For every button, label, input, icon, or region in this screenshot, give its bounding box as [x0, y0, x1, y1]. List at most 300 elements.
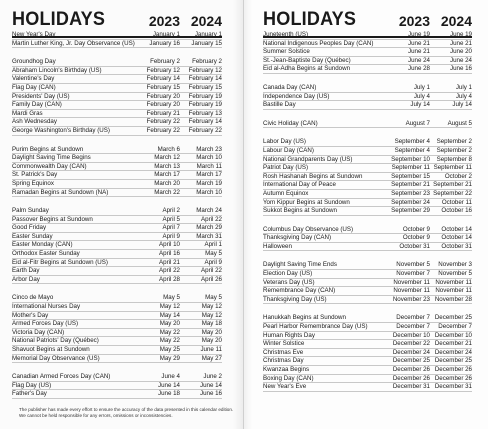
holiday-row	[263, 340, 472, 349]
date-2023: August 7	[405, 119, 430, 127]
holiday-row	[12, 382, 222, 391]
date-2023: October 9	[402, 234, 430, 242]
date-2024: March 24	[196, 207, 222, 215]
holiday-name: Orthodox Easter Sunday	[12, 250, 80, 258]
holiday-name: Armed Forces Day (US)	[12, 320, 79, 328]
holiday-name: Daylight Saving Time Begins	[12, 154, 91, 162]
holiday-name: Yom Kippur Begins at Sundown	[263, 198, 350, 206]
holiday-row	[12, 216, 222, 225]
date-2024: September 21	[433, 181, 472, 189]
page-title: HOLIDAYS	[263, 9, 357, 30]
holiday-row	[12, 294, 222, 303]
holiday-row	[263, 279, 472, 288]
date-2024: May 27	[201, 354, 222, 362]
holiday-name: Independence Day (US)	[263, 92, 330, 100]
holiday-name: Mother's Day	[12, 311, 49, 319]
date-2023: September 4	[394, 146, 430, 154]
holiday-row	[263, 349, 472, 358]
date-2023: July 1	[413, 83, 430, 91]
holiday-name: Summer Solstice	[263, 48, 310, 56]
holiday-row	[263, 199, 472, 208]
holiday-row	[12, 303, 222, 312]
holiday-name: Shavuot Begins at Sundown	[12, 346, 90, 353]
holiday-name: Rosh Hashanah Begins at Sundown	[263, 172, 363, 180]
date-2023: December 7	[396, 323, 430, 331]
right-page-header	[263, 9, 472, 31]
date-2023: May 12	[159, 303, 180, 311]
holiday-name: Victoria Day (CAN)	[12, 328, 65, 336]
year-column-header: 2024	[190, 13, 222, 29]
date-2024: December 31	[434, 383, 472, 391]
date-2023: September 10	[391, 155, 430, 163]
date-2023: June 28	[407, 65, 430, 73]
holiday-name: Easter Monday (CAN)	[12, 241, 73, 249]
date-2023: December 26	[392, 366, 430, 373]
date-2023: May 22	[159, 328, 180, 336]
date-2023: April 9	[162, 232, 180, 240]
date-2024: March 17	[196, 171, 222, 179]
holiday-row	[263, 156, 472, 165]
disclaimer	[19, 407, 472, 419]
holiday-row	[12, 250, 222, 259]
holiday-name: Memorial Day Observance (US)	[12, 354, 100, 362]
year-column-header: 2023	[148, 13, 180, 29]
holiday-name: Autumn Equinox	[263, 189, 309, 197]
holiday-name: Father's Day	[12, 390, 47, 398]
holiday-row	[12, 346, 222, 355]
date-2023: April 21	[159, 258, 180, 266]
holiday-name: Pearl Harbor Remembrance Day (US)	[263, 323, 368, 331]
holiday-name: Earth Day	[12, 267, 40, 275]
date-2023: April 10	[159, 241, 180, 249]
row-spacer	[263, 216, 472, 226]
date-2024: December 25	[434, 357, 472, 365]
holiday-row	[263, 57, 472, 66]
holiday-row	[263, 383, 472, 392]
page-title: HOLIDAYS	[12, 9, 106, 30]
holiday-row	[263, 323, 472, 332]
holiday-row	[12, 84, 222, 93]
holiday-row	[12, 180, 222, 189]
holiday-row	[12, 127, 222, 136]
date-2024: April 22	[201, 215, 222, 223]
date-2024: May 20	[201, 337, 222, 345]
date-2023: March 6	[157, 145, 180, 153]
date-2023: April 2	[162, 207, 180, 215]
date-2023: June 18	[157, 390, 180, 398]
holiday-name: Thanksgiving Day (US)	[263, 295, 327, 303]
date-2023: September 24	[391, 198, 430, 206]
date-2024: October 14	[441, 234, 472, 242]
holiday-row	[263, 243, 472, 252]
date-2023: June 21	[407, 48, 430, 56]
date-2023: February 20	[146, 101, 180, 109]
date-2024: April 26	[201, 275, 222, 283]
date-2023: April 22	[159, 267, 180, 275]
row-spacer	[12, 136, 222, 146]
holiday-name: Good Friday	[12, 224, 47, 232]
date-2023: September 11	[391, 164, 430, 172]
date-2023: February 21	[146, 109, 180, 117]
row-spacer	[263, 110, 472, 120]
date-2024: October 31	[441, 242, 472, 250]
holiday-row	[12, 118, 222, 127]
holiday-name: Eid al-Fitr Begins at Sundown (US)	[12, 258, 108, 266]
date-2024: February 14	[188, 75, 222, 83]
date-2024: April 1	[204, 241, 222, 249]
holiday-name: Remembrance Day (CAN)	[263, 287, 336, 295]
holiday-row	[263, 31, 472, 40]
date-2023: January 1	[152, 31, 180, 38]
right-page	[244, 0, 488, 429]
holiday-name: Winter Solstice	[263, 340, 305, 348]
date-2023: March 22	[154, 188, 180, 196]
holiday-row	[12, 101, 222, 110]
holiday-name: New Year's Eve	[263, 383, 307, 391]
left-page-header	[12, 9, 222, 31]
holiday-row	[263, 173, 472, 182]
date-2024: February 22	[188, 126, 222, 134]
date-2023: December 10	[392, 331, 430, 339]
date-2023: October 9	[402, 225, 430, 233]
holiday-row	[263, 40, 472, 49]
holiday-name: Boxing Day (CAN)	[263, 374, 314, 382]
date-2023: May 14	[159, 311, 180, 319]
date-2024: March 31	[196, 232, 222, 240]
holiday-name: Labour Day (CAN)	[263, 146, 314, 154]
holiday-name: Spring Equinox	[12, 179, 54, 187]
row-spacer	[263, 251, 472, 261]
holiday-row	[12, 110, 222, 119]
holiday-row	[12, 337, 222, 346]
date-2024: May 12	[201, 303, 222, 311]
holiday-name: Mardi Gras	[12, 109, 43, 117]
date-2024: December 21	[434, 340, 472, 348]
holiday-name: Palm Sunday	[12, 207, 49, 215]
holiday-name: Christmas Day	[263, 357, 304, 365]
date-2024: March 19	[196, 179, 222, 187]
date-2023: April 28	[159, 275, 180, 283]
date-2024: March 23	[196, 145, 222, 153]
holiday-name: National Indigenous Peoples Day (CAN)	[263, 39, 374, 47]
holiday-row	[12, 154, 222, 163]
date-2024: January 15	[191, 39, 222, 47]
date-2023: April 16	[159, 250, 180, 258]
holiday-row	[12, 267, 222, 276]
holiday-row	[12, 329, 222, 338]
holiday-row	[12, 390, 222, 399]
holiday-row	[263, 65, 472, 74]
holiday-name: Easter Sunday	[12, 232, 53, 240]
holiday-name: International Day of Peace	[263, 181, 336, 189]
date-2024: March 10	[196, 154, 222, 162]
holiday-name: Presidents' Day (US)	[12, 92, 70, 100]
holiday-row	[263, 332, 472, 341]
holiday-name: National Patriots' Day (Québec)	[12, 337, 99, 345]
date-2023: February 12	[146, 66, 180, 74]
holiday-name: St. Patrick's Day	[12, 171, 58, 179]
date-2023: September 4	[394, 138, 430, 146]
date-2024: July 4	[455, 92, 472, 100]
date-2023: December 24	[392, 348, 430, 356]
holiday-row	[12, 233, 222, 242]
date-2024: March 10	[196, 188, 222, 196]
date-2023: March 13	[154, 162, 180, 170]
holiday-row	[263, 48, 472, 57]
date-2024: February 14	[188, 118, 222, 126]
holiday-row	[263, 138, 472, 147]
holiday-row	[263, 375, 472, 384]
holiday-name: Cinco de Mayo	[12, 294, 54, 302]
date-2023: March 17	[154, 171, 180, 179]
date-2024: February 19	[188, 101, 222, 109]
date-2023: November 23	[392, 295, 430, 303]
date-2024: December 7	[438, 323, 472, 331]
holiday-name: Sukkot Begins at Sundown	[263, 207, 337, 215]
disclaimer-line: The publisher has made every effort to ensure the accuracy of the data presented in this calendar edition.	[19, 407, 234, 412]
holiday-row	[263, 287, 472, 296]
holiday-name: Thanksgiving Day (CAN)	[263, 234, 332, 242]
date-2024: June 11	[200, 346, 222, 353]
date-2023: February 22	[146, 118, 180, 126]
holiday-row	[12, 320, 222, 329]
holiday-name: Valentine's Day	[12, 75, 55, 83]
holiday-name: Christmas Eve	[263, 348, 304, 356]
holiday-name: Commonwealth Day (CAN)	[12, 162, 87, 170]
holiday-name: Flag Day (CAN)	[12, 83, 56, 91]
date-2024: June 2	[203, 373, 222, 381]
holiday-row	[12, 75, 222, 84]
holiday-list	[263, 31, 472, 392]
holiday-row	[12, 224, 222, 233]
date-2023: December 25	[392, 357, 430, 365]
date-2023: December 31	[392, 383, 430, 391]
date-2023: July 4	[413, 92, 430, 100]
holiday-name: Martin Luther King, Jr. Day Observance (US)	[12, 39, 135, 47]
date-2023: May 29	[159, 354, 180, 362]
row-spacer	[263, 74, 472, 84]
date-2024: February 19	[188, 92, 222, 100]
date-2024: February 15	[188, 83, 222, 91]
date-2024: July 14	[452, 101, 472, 109]
holiday-row	[12, 241, 222, 250]
date-2023: September 29	[391, 207, 430, 215]
date-2024: May 5	[205, 294, 222, 302]
holiday-row	[12, 312, 222, 321]
holiday-name: Passover Begins at Sundown	[12, 215, 93, 223]
holiday-name: Arbor Day	[12, 275, 40, 283]
holiday-row	[263, 296, 472, 305]
date-2024: December 26	[434, 366, 472, 373]
holiday-row	[12, 93, 222, 102]
date-2024: September 11	[433, 164, 472, 172]
date-2024: October 16	[441, 207, 472, 215]
holiday-name: Bastille Day	[263, 101, 296, 109]
holiday-name: Election Day (US)	[263, 270, 313, 278]
date-2023: February 20	[146, 92, 180, 100]
date-2024: May 12	[201, 311, 222, 319]
date-2023: November 5	[396, 261, 430, 269]
holiday-name: Canadian Armed Forces Day (CAN)	[12, 373, 111, 381]
holiday-row	[263, 366, 472, 375]
date-2024: April 9	[204, 258, 222, 266]
date-2023: April 7	[162, 224, 180, 232]
date-2023: June 19	[407, 31, 430, 38]
date-2023: September 15	[391, 172, 430, 180]
holiday-row	[263, 357, 472, 366]
date-2023: March 20	[154, 179, 180, 187]
date-2024: May 20	[201, 328, 222, 336]
date-2024: November 11	[435, 287, 472, 295]
date-2024: February 13	[188, 109, 222, 117]
row-spacer	[12, 197, 222, 207]
date-2024: August 5	[447, 119, 472, 127]
date-2023: December 26	[392, 374, 430, 382]
date-2024: June 21	[449, 39, 472, 47]
date-2024: March 11	[196, 162, 222, 170]
date-2023: January 16	[149, 39, 180, 47]
date-2023: March 12	[154, 154, 180, 162]
holiday-row	[263, 234, 472, 243]
date-2024: January 1	[194, 31, 222, 38]
holiday-row	[12, 171, 222, 180]
holiday-row	[12, 31, 222, 40]
date-2024: July 1	[455, 83, 472, 91]
date-2024: March 29	[196, 224, 222, 232]
date-2024: September 8	[436, 155, 472, 163]
holiday-row	[263, 190, 472, 199]
date-2023: May 22	[159, 337, 180, 345]
holiday-name: International Nurses Day	[12, 303, 81, 311]
year-column-header: 2024	[440, 13, 472, 29]
disclaimer-line: We cannot be held responsible for any errors, omissions or inconsistencies.	[19, 413, 173, 418]
date-2024: November 3	[438, 261, 472, 269]
date-2023: May 25	[159, 346, 180, 353]
holiday-name: Groundhog Day	[12, 58, 56, 66]
date-2024: June 14	[199, 381, 222, 389]
holiday-name: Halloween	[263, 242, 292, 250]
date-2024: September 2	[436, 146, 472, 154]
date-2023: July 14	[410, 101, 430, 109]
holiday-row	[263, 270, 472, 279]
row-spacer	[12, 284, 222, 294]
holiday-name: Daylight Saving Time Ends	[263, 261, 337, 269]
date-2024: November 28	[434, 295, 472, 303]
holiday-row	[263, 261, 472, 270]
date-2024: December 24	[434, 348, 472, 356]
date-2023: June 21	[407, 39, 430, 47]
holiday-name: Kwanzaa Begins	[263, 366, 310, 373]
holiday-row	[263, 207, 472, 216]
date-2024: October 2	[444, 172, 472, 180]
holiday-row	[263, 314, 472, 323]
holiday-name: Ash Wednesday	[12, 118, 57, 126]
holiday-name: Canada Day (CAN)	[263, 83, 317, 91]
date-2023: November 11	[393, 287, 430, 295]
holiday-name: St.-Jean-Baptiste Day (Québec)	[263, 56, 351, 64]
holiday-name: New Year's Day	[12, 31, 56, 38]
holiday-name: Civic Holiday (CAN)	[263, 119, 318, 127]
date-2023: December 22	[392, 340, 430, 348]
holiday-name: Veterans Day (US)	[263, 278, 315, 286]
holiday-name: Abraham Lincoln's Birthday (US)	[12, 66, 102, 74]
holiday-list	[12, 31, 222, 399]
date-2024: June 24	[449, 56, 472, 64]
holiday-row	[12, 207, 222, 216]
holiday-name: Family Day (CAN)	[12, 101, 62, 109]
holiday-row	[12, 276, 222, 285]
date-2023: October 31	[399, 242, 430, 250]
row-spacer	[263, 304, 472, 314]
date-2023: November 11	[393, 278, 430, 286]
date-2023: February 2	[150, 58, 180, 66]
holiday-row	[263, 93, 472, 102]
holiday-name: National Grandparents Day (US)	[263, 155, 353, 163]
holiday-row	[263, 164, 472, 173]
holiday-row	[12, 67, 222, 76]
date-2023: September 23	[391, 189, 430, 197]
holiday-name: Purim Begins at Sundown	[12, 145, 84, 153]
holiday-row	[12, 163, 222, 172]
date-2024: May 5	[205, 250, 222, 258]
holiday-name: Juneteenth (US)	[263, 31, 309, 38]
holiday-row	[263, 101, 472, 110]
row-spacer	[263, 128, 472, 138]
row-spacer	[12, 363, 222, 373]
holiday-name: Labor Day (US)	[263, 138, 306, 146]
date-2024: April 22	[201, 267, 222, 275]
date-2023: September 21	[391, 181, 430, 189]
date-2024: May 18	[201, 320, 222, 328]
date-2023: June 4	[161, 373, 180, 381]
date-2024: September 2	[436, 138, 472, 146]
date-2024: February 12	[188, 66, 222, 74]
holiday-row	[263, 181, 472, 190]
holiday-name: Hanukkah Begins at Sundown	[263, 314, 346, 322]
holiday-name: Patriot Day (US)	[263, 164, 309, 172]
holiday-row	[12, 40, 222, 49]
date-2024: February 2	[192, 58, 222, 66]
holiday-row	[263, 147, 472, 156]
date-2024: June 19	[449, 31, 472, 38]
holiday-name: Ramadan Begins at Sundown (NA)	[12, 188, 109, 196]
holiday-row	[12, 146, 222, 155]
holiday-row	[12, 189, 222, 198]
date-2024: October 14	[441, 225, 472, 233]
date-2023: May 5	[163, 294, 180, 302]
date-2023: February 22	[146, 126, 180, 134]
holiday-row	[263, 84, 472, 93]
row-spacer	[12, 48, 222, 58]
holiday-name: Human Rights Day	[263, 331, 315, 339]
date-2024: October 11	[441, 198, 472, 206]
date-2023: June 14	[157, 381, 180, 389]
holiday-row	[12, 373, 222, 382]
date-2023: April 5	[162, 215, 180, 223]
date-2024: December 26	[434, 374, 472, 382]
date-2023: February 15	[146, 83, 180, 91]
date-2024: June 20	[449, 48, 472, 56]
holiday-row	[12, 58, 222, 67]
date-2023: June 24	[407, 56, 430, 64]
date-2024: November 5	[438, 270, 472, 278]
date-2023: November 7	[396, 270, 430, 278]
holiday-name: Flag Day (US)	[12, 381, 52, 389]
holiday-row	[263, 226, 472, 235]
date-2024: December 10	[434, 331, 472, 339]
holiday-name: Eid al-Adha Begins at Sundown	[263, 65, 351, 73]
date-2024: June 16	[199, 390, 222, 398]
